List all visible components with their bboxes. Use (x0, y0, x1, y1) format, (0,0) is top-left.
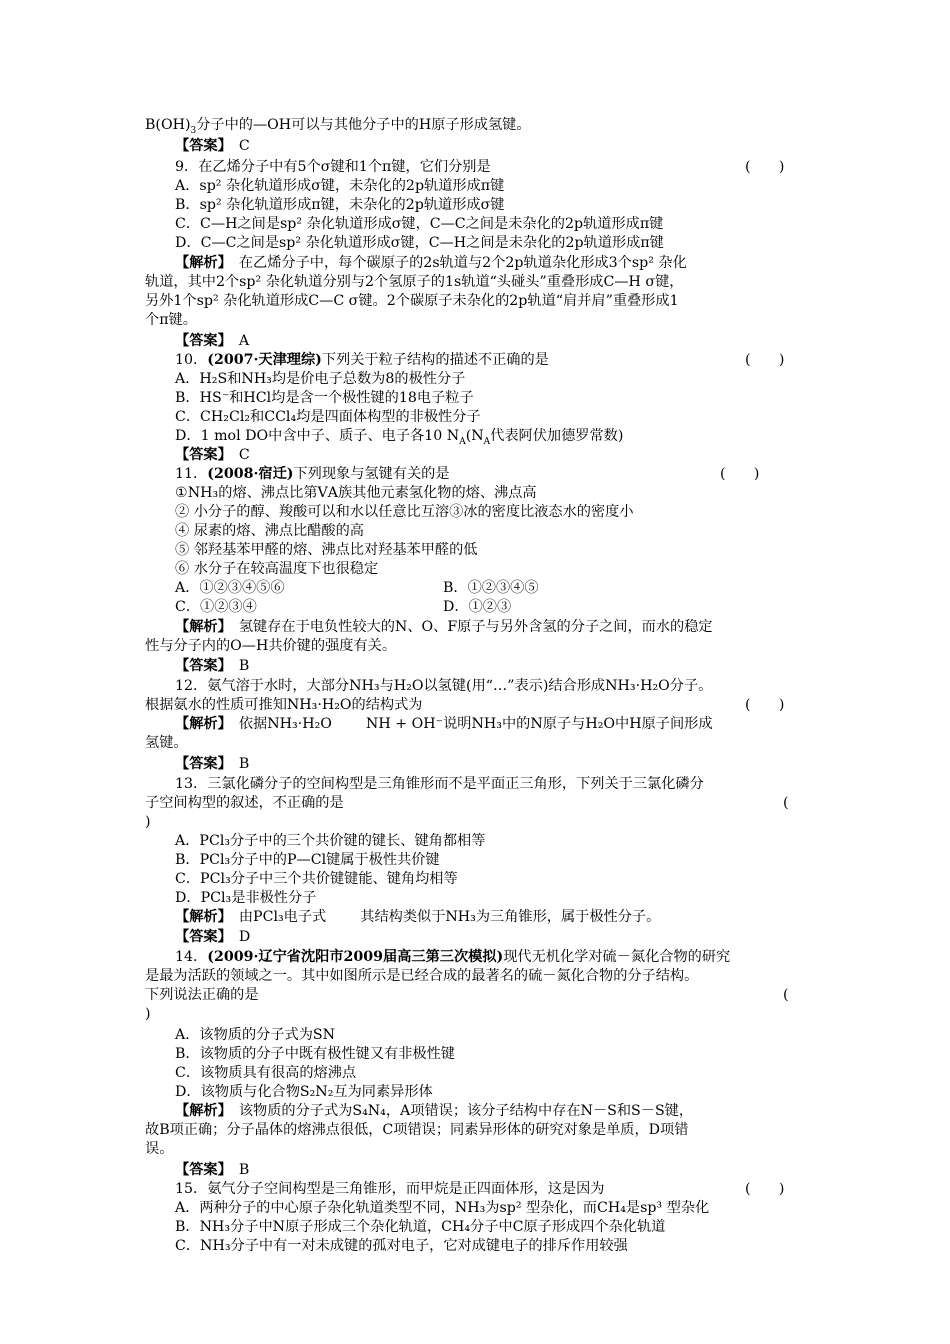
q10-option-a: A．H₂S和NH₃均是价电子总数为8的极性分子 (175, 371, 466, 387)
q11-option-b: B．①②③④⑤ (443, 580, 539, 596)
q11-item-6: ⑥ 水分子在较高温度下也很稳定 (175, 561, 379, 577)
q12-answer: 【答案】 B (175, 756, 250, 772)
q12-paren: ( ) (745, 697, 785, 713)
q11-option-d: D．①②③ (443, 599, 512, 615)
q9-analysis-line3: 另外1个sp² 杂化轨道形成C—C σ键。2个碳原子未杂化的2p轨道“肩并肩”重叠形成1 (145, 293, 679, 309)
q14-option-b: B．该物质的分子中既有极性键又有非极性键 (175, 1046, 455, 1062)
q12-stem-line2: 根据氨水的性质可推知NH₃·H₂O的结构式为 (145, 697, 423, 713)
q14-option-a: A．该物质的分子式为SN (175, 1027, 336, 1043)
q14-analysis-line3: 误。 (145, 1141, 174, 1157)
q15-option-a: A．两种分子的中心原子杂化轨道类型不同，NH₃为sp² 型杂化，而CH₄是sp³ 型杂化 (175, 1200, 710, 1216)
q14-paren-open: ( (783, 987, 789, 1003)
q13-option-c: C．PCl₃分子中三个共价键键能、键角均相等 (175, 871, 458, 887)
q13-option-b: B．PCl₃分子中的P—Cl键属于极性共价键 (175, 852, 440, 868)
q14-stem-line3: 下列说法正确的是 (145, 987, 259, 1003)
q14-analysis: 【解析】 该物质的分子式为S₄N₄，A项错误；该分子结构中存在N－S和S－S键， (175, 1103, 694, 1119)
q11-option-c: C．①②③④ (175, 599, 257, 615)
q10-answer: 【答案】 C (175, 447, 250, 463)
intro-line (145, 116, 531, 135)
q13-stem: 13．三氯化磷分子的空间构型是三角锥形而不是平面正三角形，下列关于三氯化磷分 (175, 776, 704, 792)
q9-stem: 9．在乙烯分子中有5个σ键和1个π键，它们分别是 (175, 159, 491, 175)
q12-stem: 12．氨气溶于水时，大部分NH₃与H₂O以氢键(用“…”表示)结合形成NH₃·H₂O分子。 (175, 678, 713, 694)
q14-analysis-line2: 故B项正确；分子晶体的熔沸点很低，C项错误；同素异形体的研究对象是单质，D项错 (145, 1122, 689, 1138)
q11-item-2: ② 小分子的醇、羧酸可以和水以任意比互溶③冰的密度比液态水的密度小 (175, 504, 634, 520)
q13-analysis: 【解析】 由PCl₃电子式 其结构类似于NH₃为三角锥形，属于极性分子。 (175, 909, 661, 925)
intro-text-rest: 分子中的—OH可以与其他分子中的H原子形成氢键。 (196, 117, 531, 133)
q9-analysis: 【解析】 在乙烯分子中，每个碳原子的2s轨道与2个2p轨道杂化形成3个sp² 杂化 (175, 255, 687, 271)
q10-option-d: D．1 mol DO中含中子、质子、电子各10 $N_A(N_A$代表阿伏加德罗常数) (175, 428, 624, 447)
q11-answer: 【答案】 B (175, 658, 250, 674)
q9-paren: ( ) (745, 159, 785, 175)
q12-analysis-line2: 氢键。 (145, 735, 188, 751)
q9-option-c: C．C—H之间是sp² 杂化轨道形成σ键，C—C之间是未杂化的2p轨道形成π键 (175, 216, 664, 232)
q11-option-a: A．①②③④⑤⑥ (175, 580, 285, 596)
q11-stem: 11．(2008·宿迁)下列现象与氢键有关的是 (175, 466, 450, 482)
q13-option-a: A．PCl₃分子中的三个共价键的键长、键角都相等 (175, 833, 486, 849)
q14-stem: 14．(2009·辽宁省沈阳市2009届高三第三次模拟)现代无机化学对硫－氮化合物的研究 (175, 949, 731, 965)
intro-text: B(OH) (145, 117, 191, 133)
q15-paren: ( ) (745, 1181, 785, 1197)
q14-stem-line2: 是最为活跃的领域之一。其中如图所示是已经合成的最著名的硫－氮化合物的分子结构。 (145, 968, 699, 984)
q15-option-b: B．NH₃分子中N原子形成三个杂化轨道，CH₄分子中C原子形成四个杂化轨道 (175, 1219, 666, 1235)
q11-analysis-line2: 性与分子内的O—H共价键的强度有关。 (145, 638, 397, 654)
intro-sub: 3 (190, 125, 197, 136)
q10-stem: 10．(2007·天津理综)下列关于粒子结构的描述不正确的是 (175, 352, 549, 368)
q14-paren-close: ) (145, 1006, 151, 1022)
q9-answer: 【答案】 A (175, 333, 250, 349)
q11-analysis: 【解析】 氢键存在于电负性较大的N、O、F原子与另外含氢的分子之间，而水的稳定 (175, 619, 713, 635)
q11-paren: ( ) (720, 466, 760, 482)
q9-analysis-line2: 轨道，其中2个sp² 杂化轨道分别与2个氢原子的1s轨道“头碰头”重叠形成C—H σ键， (145, 274, 684, 290)
q9-option-d: D．C—C之间是sp² 杂化轨道形成σ键，C—H之间是未杂化的2p轨道形成π键 (175, 235, 664, 251)
q9-option-a: A．sp² 杂化轨道形成σ键，未杂化的2p轨道形成π键 (175, 178, 505, 194)
q10-option-c: C．CH₂Cl₂和CCl₄均是四面体构型的非极性分子 (175, 409, 481, 425)
q8-answer: 【答案】 C (175, 138, 250, 154)
q13-stem-line2: 子空间构型的叙述，不正确的是 (145, 795, 344, 811)
q11-item-5: ⑤ 邻羟基苯甲醛的熔、沸点比对羟基苯甲醛的低 (175, 542, 478, 558)
q13-option-d: D．PCl₃是非极性分子 (175, 890, 317, 906)
q13-paren-close: ) (145, 814, 151, 830)
q10-option-b: B．HS⁻和HCl均是含一个极性键的18电子粒子 (175, 390, 474, 406)
q11-item-1: ①NH₃的熔、沸点比第ⅤA族其他元素氢化物的熔、沸点高 (175, 485, 537, 501)
q14-option-d: D．该物质与化合物S₂N₂互为同素异形体 (175, 1084, 433, 1100)
q14-answer: 【答案】 B (175, 1162, 250, 1178)
q9-option-b: B．sp² 杂化轨道形成π键，未杂化的2p轨道形成σ键 (175, 197, 505, 213)
q13-answer: 【答案】 D (175, 929, 251, 945)
q10-paren: ( ) (745, 352, 785, 368)
q12-analysis: 【解析】 依据NH₃·H₂O NH + OH⁻说明NH₃中的N原子与H₂O中H原子间形成 (175, 716, 713, 732)
q9-analysis-line4: 个π键。 (145, 312, 197, 328)
q11-item-4: ④ 尿素的熔、沸点比醋酸的高 (175, 523, 364, 539)
q15-option-c: C．NH₃分子中有一对未成键的孤对电子，它对成键电子的排斥作用较强 (175, 1238, 628, 1254)
q15-stem: 15．氨气分子空间构型是三角锥形，而甲烷是正四面体形，这是因为 (175, 1181, 605, 1197)
q13-paren-open: ( (783, 795, 789, 811)
q14-option-c: C．该物质具有很高的熔沸点 (175, 1065, 357, 1081)
